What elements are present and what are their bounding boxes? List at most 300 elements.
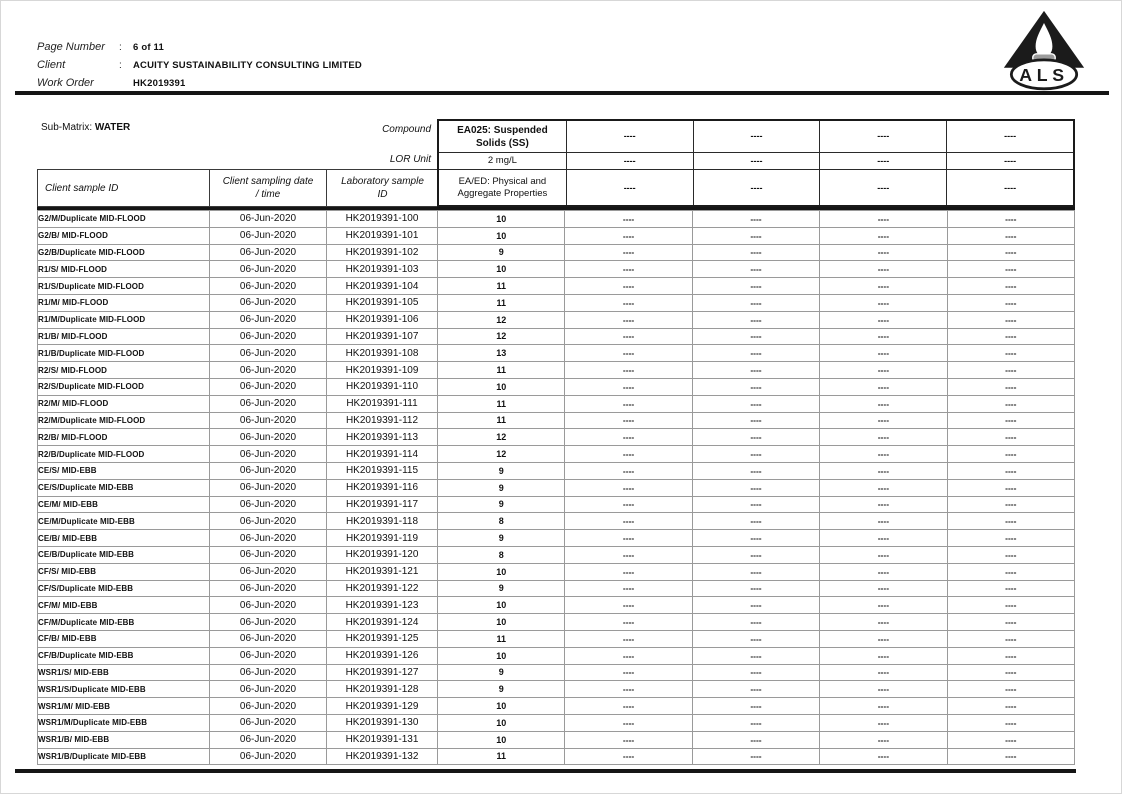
cell-lab-sample-id: HK2019391-124	[327, 614, 438, 631]
cell-sample-id: CF/S/Duplicate MID-EBB	[38, 580, 210, 597]
cell-result-suspended-solids: 12	[438, 429, 565, 446]
analyte-lor_unit-empty: ----	[566, 153, 693, 170]
results-table	[37, 210, 1075, 765]
table-row	[38, 681, 1075, 698]
cell-result-suspended-solids: 9	[438, 479, 565, 496]
cell-result-empty: ----	[820, 429, 947, 446]
table-row	[38, 496, 1075, 513]
cell-result-suspended-solids: 11	[438, 748, 565, 765]
analyte-method-empty: ----	[566, 170, 693, 205]
cell-result-empty: ----	[565, 530, 692, 547]
cell-lab-sample-id: HK2019391-125	[327, 630, 438, 647]
cell-result-empty: ----	[947, 378, 1074, 395]
cell-sampling-date: 06-Jun-2020	[210, 580, 327, 597]
cell-sample-id: R1/S/ MID-FLOOD	[38, 261, 210, 278]
table-row	[38, 664, 1075, 681]
cell-sample-id: CF/B/ MID-EBB	[38, 630, 210, 647]
cell-result-empty: ----	[820, 664, 947, 681]
cell-result-empty: ----	[820, 513, 947, 530]
cell-sampling-date: 06-Jun-2020	[210, 630, 327, 647]
client-value: ACUITY SUSTAINABILITY CONSULTING LIMITED	[133, 60, 362, 71]
cell-result-empty: ----	[565, 496, 692, 513]
cell-lab-sample-id: HK2019391-128	[327, 681, 438, 698]
cell-lab-sample-id: HK2019391-105	[327, 294, 438, 311]
cell-result-empty: ----	[947, 546, 1074, 563]
analyte-method: EA/ED: Physical and Aggregate Properties	[457, 175, 548, 199]
cell-sample-id: R1/B/ MID-FLOOD	[38, 328, 210, 345]
cell-sampling-date: 06-Jun-2020	[210, 714, 327, 731]
cell-lab-sample-id: HK2019391-122	[327, 580, 438, 597]
table-row	[38, 546, 1075, 563]
col-header-line: Laboratory sample	[341, 176, 424, 187]
cell-result-empty: ----	[820, 244, 947, 261]
cell-sample-id: WSR1/M/Duplicate MID-EBB	[38, 714, 210, 731]
cell-result-empty: ----	[692, 496, 819, 513]
cell-result-suspended-solids: 10	[438, 261, 565, 278]
cell-result-empty: ----	[947, 681, 1074, 698]
cell-result-empty: ----	[947, 580, 1074, 597]
cell-result-suspended-solids: 9	[438, 681, 565, 698]
table-row	[38, 479, 1075, 496]
sub-matrix	[41, 122, 130, 133]
cell-result-empty: ----	[820, 278, 947, 295]
cell-lab-sample-id: HK2019391-118	[327, 513, 438, 530]
cell-sample-id: G2/B/ MID-FLOOD	[38, 227, 210, 244]
cell-result-empty: ----	[692, 328, 819, 345]
als-logo-text: ALS	[1019, 64, 1069, 85]
analyte-header-grid	[437, 119, 1075, 207]
cell-result-empty: ----	[692, 698, 819, 715]
cell-lab-sample-id: HK2019391-110	[327, 378, 438, 395]
cell-lab-sample-id: HK2019391-108	[327, 345, 438, 362]
cell-result-empty: ----	[565, 227, 692, 244]
cell-lab-sample-id: HK2019391-116	[327, 479, 438, 496]
cell-result-empty: ----	[947, 614, 1074, 631]
cell-result-empty: ----	[947, 530, 1074, 547]
cell-result-empty: ----	[947, 345, 1074, 362]
analyte-lor_unit-empty: ----	[819, 153, 946, 170]
cell-sampling-date: 06-Jun-2020	[210, 345, 327, 362]
cell-result-empty: ----	[565, 479, 692, 496]
cell-result-empty: ----	[947, 630, 1074, 647]
cell-lab-sample-id: HK2019391-112	[327, 412, 438, 429]
cell-result-empty: ----	[565, 630, 692, 647]
cell-result-empty: ----	[820, 698, 947, 715]
table-row	[38, 227, 1075, 244]
table-row	[38, 362, 1075, 379]
cell-result-empty: ----	[820, 395, 947, 412]
cell-sampling-date: 06-Jun-2020	[210, 698, 327, 715]
cell-result-empty: ----	[692, 211, 819, 228]
table-row	[38, 244, 1075, 261]
cell-result-empty: ----	[820, 261, 947, 278]
cell-sampling-date: 06-Jun-2020	[210, 597, 327, 614]
page-info-block	[37, 41, 362, 95]
cell-result-empty: ----	[947, 698, 1074, 715]
cell-sampling-date: 06-Jun-2020	[210, 496, 327, 513]
cell-result-empty: ----	[947, 714, 1074, 731]
page-number-separator: :	[119, 42, 122, 53]
cell-result-empty: ----	[565, 614, 692, 631]
cell-result-empty: ----	[947, 328, 1074, 345]
table-row	[38, 345, 1075, 362]
cell-sampling-date: 06-Jun-2020	[210, 412, 327, 429]
cell-result-empty: ----	[692, 563, 819, 580]
cell-result-empty: ----	[692, 513, 819, 530]
cell-result-empty: ----	[565, 378, 692, 395]
cell-sampling-date: 06-Jun-2020	[210, 395, 327, 412]
cell-lab-sample-id: HK2019391-102	[327, 244, 438, 261]
col-header-line: / time	[255, 189, 281, 200]
table-row	[38, 513, 1075, 530]
cell-sampling-date: 06-Jun-2020	[210, 530, 327, 547]
table-row	[38, 211, 1075, 228]
cell-lab-sample-id: HK2019391-117	[327, 496, 438, 513]
cell-result-empty: ----	[947, 597, 1074, 614]
cell-sampling-date: 06-Jun-2020	[210, 328, 327, 345]
cell-result-empty: ----	[565, 563, 692, 580]
cell-result-empty: ----	[692, 731, 819, 748]
cell-lab-sample-id: HK2019391-111	[327, 395, 438, 412]
table-row	[38, 748, 1075, 765]
cell-sampling-date: 06-Jun-2020	[210, 446, 327, 463]
cell-sample-id: R1/M/ MID-FLOOD	[38, 294, 210, 311]
cell-result-empty: ----	[947, 479, 1074, 496]
analyte-method-empty: ----	[693, 170, 820, 205]
cell-result-empty: ----	[820, 311, 947, 328]
cell-result-empty: ----	[565, 748, 692, 765]
cell-result-empty: ----	[820, 681, 947, 698]
cell-sample-id: R1/B/Duplicate MID-FLOOD	[38, 345, 210, 362]
cell-result-empty: ----	[820, 580, 947, 597]
cell-sample-id: CF/S/ MID-EBB	[38, 563, 210, 580]
cell-result-empty: ----	[692, 227, 819, 244]
cell-sample-id: R1/M/Duplicate MID-FLOOD	[38, 311, 210, 328]
cell-result-empty: ----	[565, 412, 692, 429]
lor-unit-label: LOR Unit	[389, 154, 431, 165]
analyte-method-empty: ----	[946, 170, 1073, 205]
cell-result-empty: ----	[947, 513, 1074, 530]
cell-result-empty: ----	[692, 614, 819, 631]
analyte-lor_unit-empty: ----	[946, 153, 1073, 170]
cell-result-empty: ----	[692, 446, 819, 463]
cell-sampling-date: 06-Jun-2020	[210, 278, 327, 295]
cell-sample-id: CE/B/Duplicate MID-EBB	[38, 546, 210, 563]
cell-lab-sample-id: HK2019391-114	[327, 446, 438, 463]
cell-result-empty: ----	[947, 412, 1074, 429]
cell-result-empty: ----	[565, 211, 692, 228]
col-header-line: ID	[377, 189, 388, 200]
cell-sample-id: CE/S/ MID-EBB	[38, 462, 210, 479]
cell-result-empty: ----	[565, 681, 692, 698]
cell-result-suspended-solids: 10	[438, 614, 565, 631]
cell-lab-sample-id: HK2019391-121	[327, 563, 438, 580]
cell-sample-id: CF/B/Duplicate MID-EBB	[38, 647, 210, 664]
cell-result-empty: ----	[565, 429, 692, 446]
cell-result-empty: ----	[565, 698, 692, 715]
cell-result-suspended-solids: 11	[438, 412, 565, 429]
cell-sampling-date: 06-Jun-2020	[210, 261, 327, 278]
cell-result-empty: ----	[947, 446, 1074, 463]
cell-result-empty: ----	[820, 328, 947, 345]
sub-matrix-label: Sub-Matrix:	[41, 122, 93, 133]
cell-lab-sample-id: HK2019391-109	[327, 362, 438, 379]
client-row	[37, 59, 362, 77]
cell-result-empty: ----	[820, 530, 947, 547]
table-row	[38, 328, 1075, 345]
table-row	[38, 597, 1075, 614]
cell-lab-sample-id: HK2019391-130	[327, 714, 438, 731]
cell-result-suspended-solids: 11	[438, 294, 565, 311]
cell-result-empty: ----	[692, 714, 819, 731]
cell-sample-id: CF/M/Duplicate MID-EBB	[38, 614, 210, 631]
cell-result-empty: ----	[820, 647, 947, 664]
cell-sample-id: G2/B/Duplicate MID-FLOOD	[38, 244, 210, 261]
cell-sample-id: WSR1/S/Duplicate MID-EBB	[38, 681, 210, 698]
cell-result-suspended-solids: 11	[438, 278, 565, 295]
cell-result-empty: ----	[565, 664, 692, 681]
cell-result-empty: ----	[565, 513, 692, 530]
cell-result-empty: ----	[692, 748, 819, 765]
cell-result-empty: ----	[820, 563, 947, 580]
cell-result-empty: ----	[692, 294, 819, 311]
cell-sample-id: R1/S/Duplicate MID-FLOOD	[38, 278, 210, 295]
cell-result-empty: ----	[820, 496, 947, 513]
cell-lab-sample-id: HK2019391-129	[327, 698, 438, 715]
analyte-compound-empty: ----	[819, 121, 946, 153]
cell-lab-sample-id: HK2019391-120	[327, 546, 438, 563]
results-table-body	[38, 211, 1075, 765]
cell-sampling-date: 06-Jun-2020	[210, 211, 327, 228]
table-row	[38, 294, 1075, 311]
cell-sampling-date: 06-Jun-2020	[210, 378, 327, 395]
cell-result-suspended-solids: 9	[438, 664, 565, 681]
page-number-value: 6 of 11	[133, 42, 164, 53]
cell-result-empty: ----	[692, 681, 819, 698]
cell-result-suspended-solids: 12	[438, 328, 565, 345]
page-number-label: Page Number	[37, 41, 105, 53]
cell-result-empty: ----	[565, 647, 692, 664]
als-logo-icon	[997, 9, 1091, 93]
cell-lab-sample-id: HK2019391-104	[327, 278, 438, 295]
cell-result-empty: ----	[692, 530, 819, 547]
analyte-lor_unit-empty: ----	[693, 153, 820, 170]
cell-result-suspended-solids: 12	[438, 311, 565, 328]
cell-sampling-date: 06-Jun-2020	[210, 294, 327, 311]
cell-result-empty: ----	[820, 294, 947, 311]
table-row	[38, 714, 1075, 731]
cell-sample-id: CE/M/ MID-EBB	[38, 496, 210, 513]
cell-lab-sample-id: HK2019391-123	[327, 597, 438, 614]
cell-result-suspended-solids: 8	[438, 546, 565, 563]
cell-result-empty: ----	[692, 311, 819, 328]
cell-result-empty: ----	[565, 714, 692, 731]
cell-sample-id: R2/S/Duplicate MID-FLOOD	[38, 378, 210, 395]
cell-sample-id: CE/B/ MID-EBB	[38, 530, 210, 547]
cell-result-empty: ----	[565, 328, 692, 345]
cell-result-empty: ----	[820, 412, 947, 429]
cell-sampling-date: 06-Jun-2020	[210, 614, 327, 631]
cell-result-suspended-solids: 9	[438, 580, 565, 597]
cell-sample-id: R2/B/Duplicate MID-FLOOD	[38, 446, 210, 463]
cell-sampling-date: 06-Jun-2020	[210, 664, 327, 681]
cell-result-empty: ----	[947, 211, 1074, 228]
analyte-compound-empty: ----	[566, 121, 693, 153]
cell-result-suspended-solids: 13	[438, 345, 565, 362]
cell-sample-id: WSR1/M/ MID-EBB	[38, 698, 210, 715]
col-header-lab-sample-id	[327, 170, 438, 206]
cell-result-empty: ----	[820, 211, 947, 228]
cell-result-empty: ----	[820, 378, 947, 395]
cell-sampling-date: 06-Jun-2020	[210, 311, 327, 328]
cell-result-empty: ----	[692, 412, 819, 429]
analyte-method-empty: ----	[819, 170, 946, 205]
cell-sample-id: R2/B/ MID-FLOOD	[38, 429, 210, 446]
cell-result-suspended-solids: 8	[438, 513, 565, 530]
cell-lab-sample-id: HK2019391-107	[327, 328, 438, 345]
cell-result-empty: ----	[947, 261, 1074, 278]
left-column-headers	[37, 169, 437, 207]
cell-result-suspended-solids: 11	[438, 362, 565, 379]
table-row	[38, 429, 1075, 446]
table-row	[38, 647, 1075, 664]
table-row	[38, 614, 1075, 631]
cell-result-empty: ----	[692, 278, 819, 295]
cell-result-empty: ----	[947, 563, 1074, 580]
cell-result-empty: ----	[692, 378, 819, 395]
analyte-compound: EA025: Suspended Solids (SS)	[439, 121, 566, 153]
cell-lab-sample-id: HK2019391-101	[327, 227, 438, 244]
cell-result-empty: ----	[565, 244, 692, 261]
table-row	[38, 446, 1075, 463]
cell-result-empty: ----	[692, 429, 819, 446]
cell-result-empty: ----	[947, 462, 1074, 479]
cell-result-empty: ----	[820, 227, 947, 244]
cell-result-suspended-solids: 10	[438, 698, 565, 715]
cell-result-suspended-solids: 9	[438, 530, 565, 547]
col-header-sampling-date	[210, 170, 327, 206]
cell-sampling-date: 06-Jun-2020	[210, 513, 327, 530]
cell-sampling-date: 06-Jun-2020	[210, 748, 327, 765]
cell-result-empty: ----	[565, 345, 692, 362]
cell-result-empty: ----	[565, 597, 692, 614]
col-header-client-sample-id	[38, 170, 210, 206]
table-row	[38, 261, 1075, 278]
cell-result-empty: ----	[947, 647, 1074, 664]
cell-lab-sample-id: HK2019391-103	[327, 261, 438, 278]
cell-result-empty: ----	[565, 294, 692, 311]
cell-result-empty: ----	[947, 244, 1074, 261]
cell-result-empty: ----	[565, 731, 692, 748]
cell-lab-sample-id: HK2019391-119	[327, 530, 438, 547]
cell-result-empty: ----	[565, 580, 692, 597]
cell-result-suspended-solids: 10	[438, 378, 565, 395]
table-row	[38, 311, 1075, 328]
cell-sample-id: WSR1/B/ MID-EBB	[38, 731, 210, 748]
cell-result-empty: ----	[820, 446, 947, 463]
cell-result-suspended-solids: 10	[438, 211, 565, 228]
cell-result-suspended-solids: 12	[438, 446, 565, 463]
cell-sample-id: WSR1/S/ MID-EBB	[38, 664, 210, 681]
cell-result-empty: ----	[947, 311, 1074, 328]
cell-result-empty: ----	[565, 546, 692, 563]
cell-sampling-date: 06-Jun-2020	[210, 647, 327, 664]
cell-result-empty: ----	[565, 261, 692, 278]
cell-result-empty: ----	[947, 395, 1074, 412]
sub-matrix-value: WATER	[94, 122, 131, 133]
table-row	[38, 395, 1075, 412]
table-row	[38, 731, 1075, 748]
table-row	[38, 378, 1075, 395]
cell-sampling-date: 06-Jun-2020	[210, 681, 327, 698]
cell-sampling-date: 06-Jun-2020	[210, 546, 327, 563]
cell-result-empty: ----	[565, 362, 692, 379]
table-row	[38, 563, 1075, 580]
cell-result-empty: ----	[565, 395, 692, 412]
cell-result-empty: ----	[820, 345, 947, 362]
cell-result-empty: ----	[565, 311, 692, 328]
work-order-value: HK2019391	[133, 78, 186, 89]
cell-result-empty: ----	[820, 748, 947, 765]
cell-result-suspended-solids: 11	[438, 630, 565, 647]
cell-sample-id: WSR1/B/Duplicate MID-EBB	[38, 748, 210, 765]
header-divider	[15, 91, 1109, 95]
work-order-label: Work Order	[37, 77, 94, 89]
cell-lab-sample-id: HK2019391-132	[327, 748, 438, 765]
cell-sampling-date: 06-Jun-2020	[210, 462, 327, 479]
cell-sample-id: R2/S/ MID-FLOOD	[38, 362, 210, 379]
cell-result-suspended-solids: 11	[438, 395, 565, 412]
table-row	[38, 530, 1075, 547]
cell-result-empty: ----	[565, 278, 692, 295]
cell-result-empty: ----	[692, 362, 819, 379]
cell-result-empty: ----	[820, 714, 947, 731]
table-row	[38, 462, 1075, 479]
cell-lab-sample-id: HK2019391-113	[327, 429, 438, 446]
cell-sampling-date: 06-Jun-2020	[210, 429, 327, 446]
cell-result-empty: ----	[692, 647, 819, 664]
cell-sample-id: CE/M/Duplicate MID-EBB	[38, 513, 210, 530]
cell-sample-id: G2/M/Duplicate MID-FLOOD	[38, 211, 210, 228]
cell-result-empty: ----	[947, 294, 1074, 311]
analyte-lor_unit: 2 mg/L	[439, 153, 566, 170]
cell-sampling-date: 06-Jun-2020	[210, 227, 327, 244]
cell-result-suspended-solids: 9	[438, 462, 565, 479]
table-row	[38, 630, 1075, 647]
cell-result-empty: ----	[947, 664, 1074, 681]
analyte-compound-empty: ----	[693, 121, 820, 153]
cell-sample-id: CF/M/ MID-EBB	[38, 597, 210, 614]
cell-sampling-date: 06-Jun-2020	[210, 362, 327, 379]
cell-result-suspended-solids: 10	[438, 563, 565, 580]
cell-result-suspended-solids: 10	[438, 714, 565, 731]
table-row	[38, 698, 1075, 715]
cell-result-suspended-solids: 10	[438, 227, 565, 244]
cell-result-empty: ----	[820, 614, 947, 631]
cell-result-suspended-solids: 10	[438, 731, 565, 748]
cell-result-empty: ----	[692, 395, 819, 412]
cell-result-empty: ----	[947, 748, 1074, 765]
cell-result-empty: ----	[820, 546, 947, 563]
client-separator: :	[119, 60, 122, 71]
cell-sampling-date: 06-Jun-2020	[210, 731, 327, 748]
cell-result-suspended-solids: 10	[438, 647, 565, 664]
table-row	[38, 580, 1075, 597]
analyte-compound-empty: ----	[946, 121, 1073, 153]
cell-result-empty: ----	[692, 479, 819, 496]
cell-result-empty: ----	[692, 462, 819, 479]
cell-result-suspended-solids: 10	[438, 597, 565, 614]
